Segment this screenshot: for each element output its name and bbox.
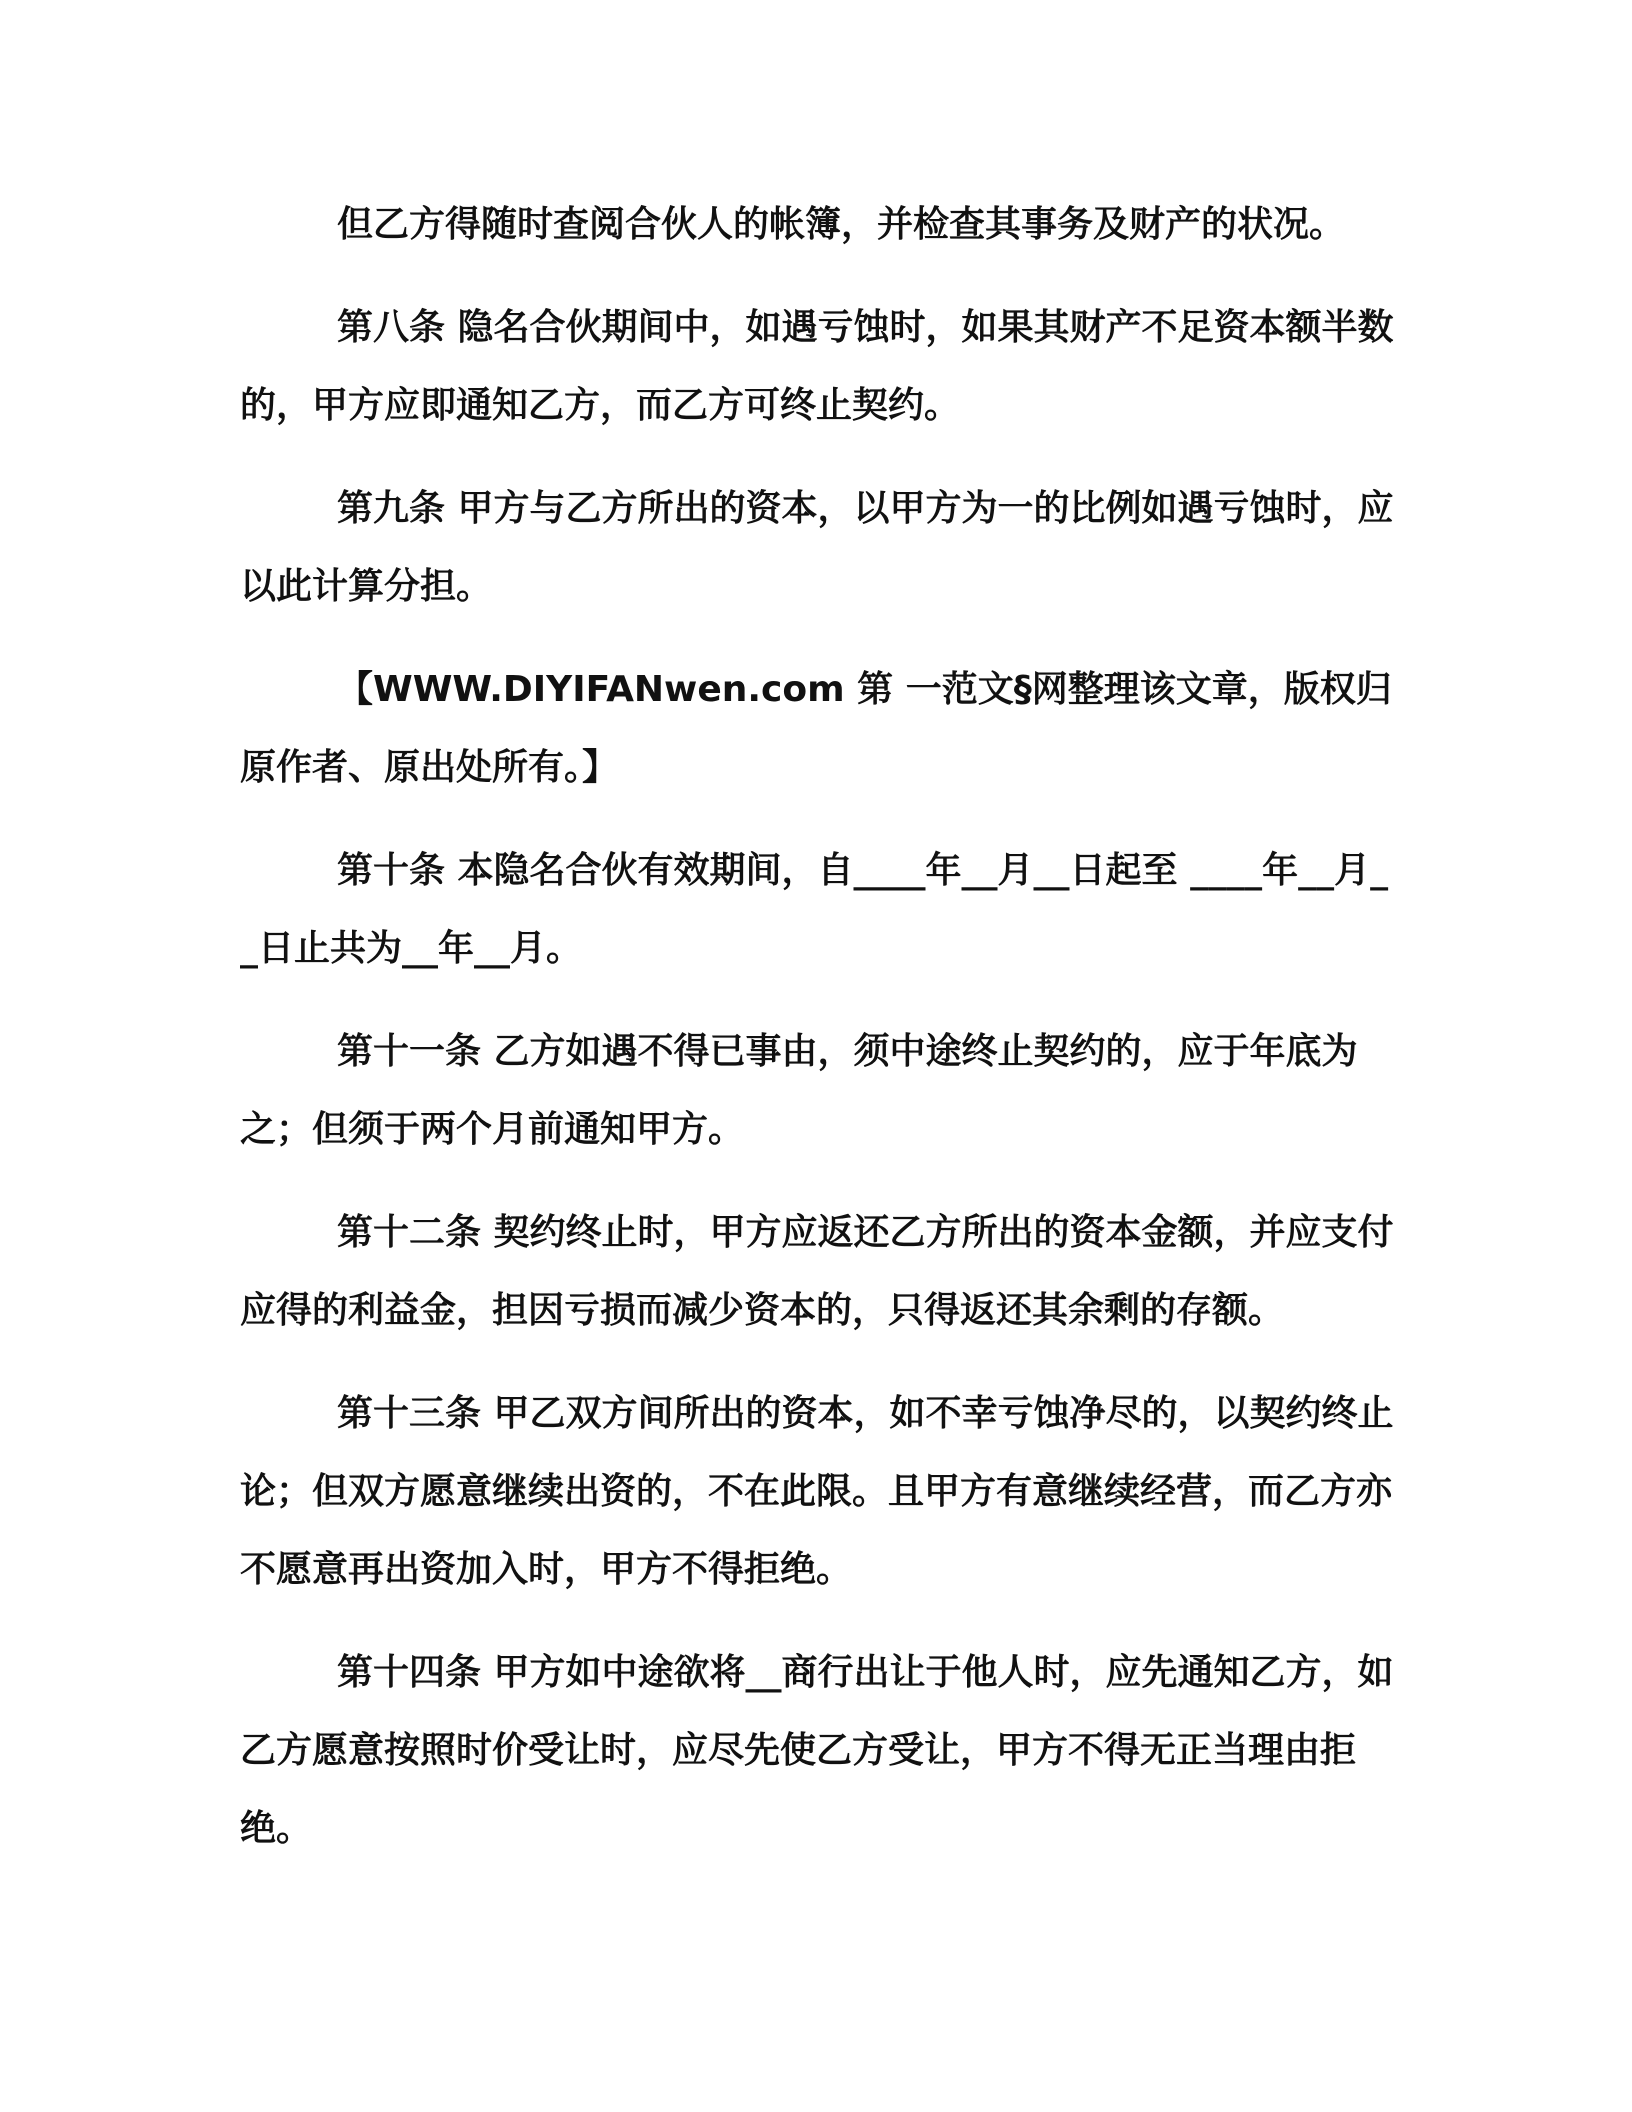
article-9: 第九条 甲方与乙方所出的资本，以甲方为一的比例如遇亏蚀时，应以此计算分担。 (240, 488, 1394, 607)
article-10: 第十条 本隐名合伙有效期间，自____年__月__日起至 ____年__月__日止共为__年__月。 (240, 850, 1389, 969)
article-13: 第十三条 甲乙双方间所出的资本，如不幸亏蚀净尽的，以契约终止论；但双方愿意继续出资的，不在此限。且甲方有意继续经营，而乙方亦不愿意再出资加入时，甲方不得拒绝。 (240, 1393, 1394, 1590)
article-11: 第十一条 乙方如遇不得已事由，须中途终止契约的，应于年底为之；但须于两个月前通知甲方。 (240, 1031, 1358, 1150)
source-notice: 【WWW.DIYIFANwen.com 第 一范文§网整理该文章，版权归原作者、原出处所有。】 (240, 669, 1392, 788)
article-8: 第八条 隐名合伙期间中，如遇亏蚀时，如果其财产不足资本额半数的，甲方应即通知乙方，而乙方可终止契约。 (240, 307, 1394, 426)
paragraph-continuation: 但乙方得随时查阅合伙人的帐簿，并检查其事务及财产的状况。 (337, 204, 1346, 245)
article-14: 第十四条 甲方如中途欲将__商行出让于他人时，应先通知乙方，如乙方愿意按照时价受让时，应尽先使乙方受让，甲方不得无正当理由拒绝。 (240, 1652, 1394, 1849)
article-12: 第十二条 契约终止时，甲方应返还乙方所出的资本金额，并应支付应得的利益金，担因亏损而减少资本的，只得返还其余剩的存额。 (240, 1212, 1394, 1331)
document-body (240, 186, 1396, 1868)
